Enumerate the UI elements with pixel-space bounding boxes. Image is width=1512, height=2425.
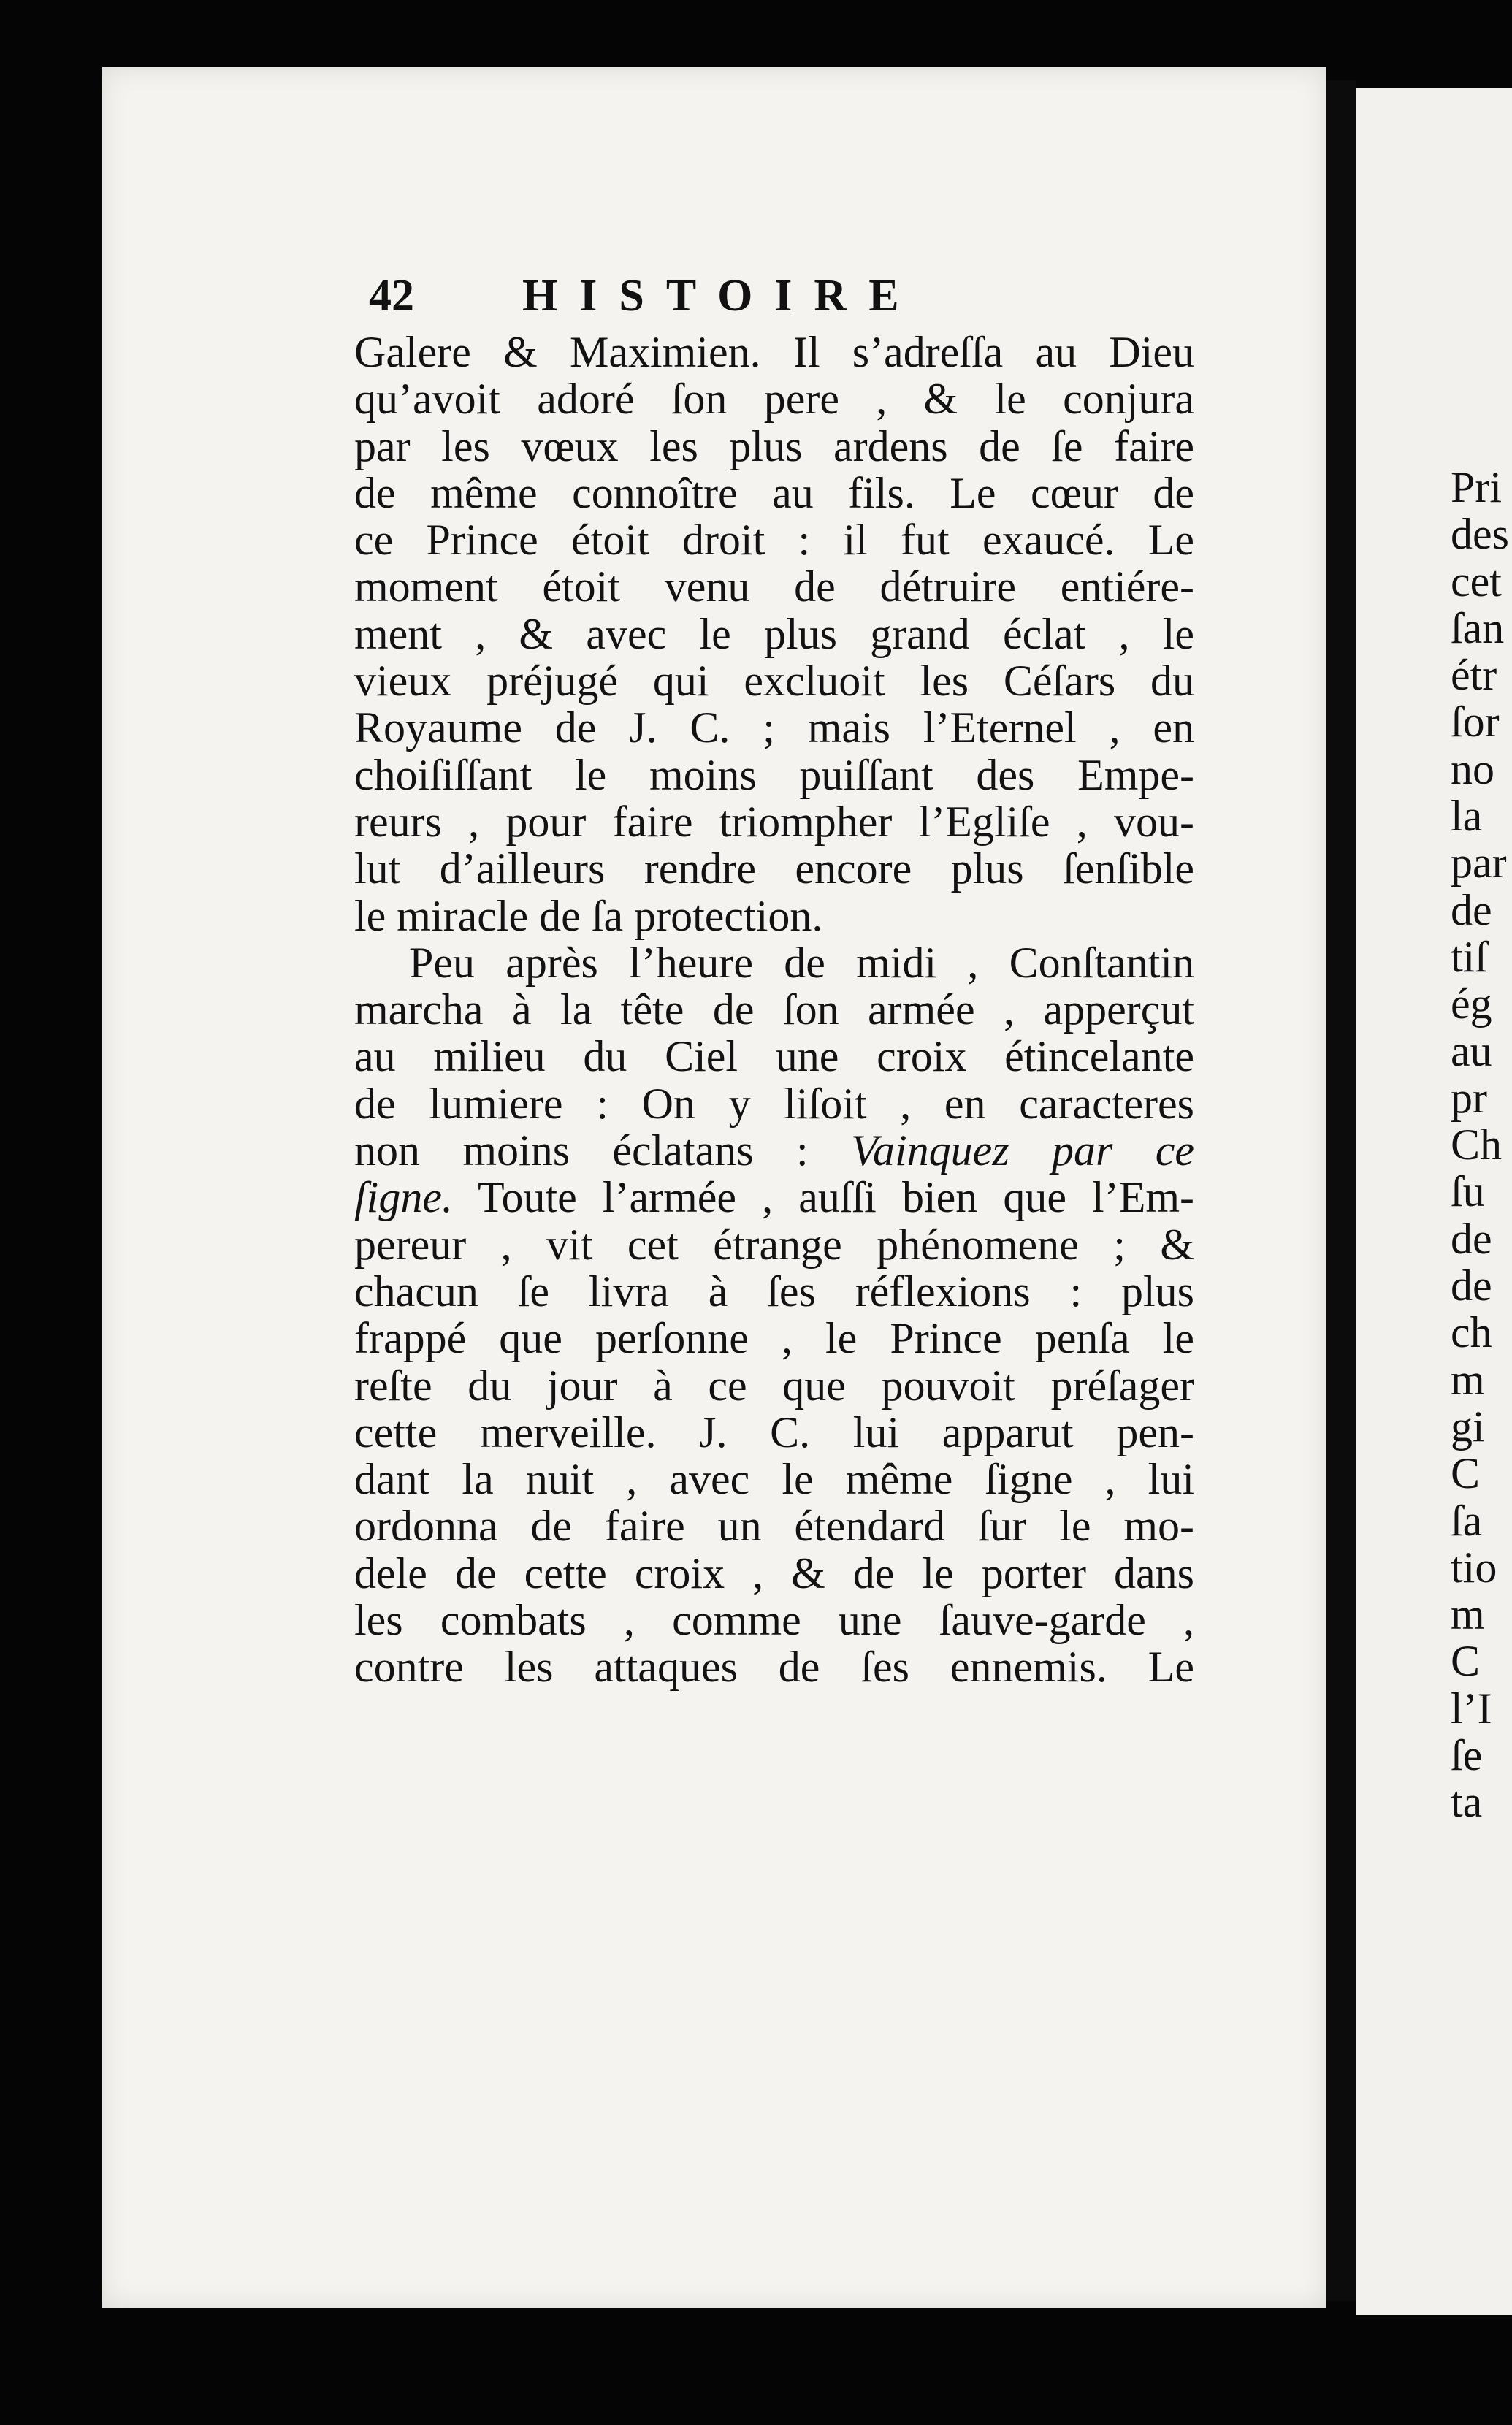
text-line: dele de cette croix , & de le porter dans <box>354 1548 1194 1597</box>
text-line: contre les attaques de ſes ennemis. Le <box>354 1643 1194 1692</box>
right-line: ſe <box>1451 1731 1483 1780</box>
right-line: cet <box>1451 557 1502 606</box>
text-line: reſte du jour à ce que pouvoit préſager <box>354 1361 1194 1410</box>
text-line: ce Prince étoit droit : il fut exaucé. Le <box>354 516 1194 565</box>
right-line: Ch <box>1451 1120 1503 1169</box>
text-line: cette merveille. J. C. lui apparut pen- <box>354 1408 1194 1456</box>
right-line: C <box>1451 1449 1481 1498</box>
page-number: 42 <box>369 271 414 321</box>
right-line: C <box>1451 1637 1481 1686</box>
right-line: no <box>1451 744 1494 793</box>
right-line: au <box>1451 1026 1492 1075</box>
text-line: qu’avoit adoré ſon pere , & le conjura <box>354 375 1194 424</box>
text-line: Royaume de J. C. ; mais l’Eternel , en <box>354 703 1194 752</box>
text-line-with-italic <box>354 1127 1194 1174</box>
right-line: ſu <box>1451 1167 1485 1216</box>
right-line: de <box>1451 1261 1492 1310</box>
paragraph-start-line: Peu après l’heure de midi , Conſtantin <box>409 938 1194 987</box>
right-line: la <box>1451 792 1483 841</box>
right-line: étr <box>1451 651 1497 700</box>
text-line: moment étoit venu de détruire entiére- <box>354 562 1194 611</box>
text-line: chacun ſe livra à ſes réflexions : plus <box>354 1267 1194 1315</box>
right-line: m <box>1451 1355 1485 1404</box>
right-line: tiſ <box>1451 932 1488 981</box>
text-line-with-italic <box>354 1174 1194 1221</box>
right-line: par <box>1451 839 1507 887</box>
right-line: l’I <box>1451 1684 1492 1733</box>
right-line: gi <box>1451 1402 1485 1451</box>
right-line: ch <box>1451 1308 1492 1357</box>
text-line: par les vœux les plus ardens de ſe faire <box>354 421 1194 470</box>
text-line: marcha à la tête de ſon armée , apperçut <box>354 985 1194 1034</box>
text-line: Galere & Maximien. Il s’adreſſa au Dieu <box>354 328 1194 376</box>
text-line: dant la nuit , avec le même ſigne , lui <box>354 1455 1194 1504</box>
italic-inscription-end: ſigne. <box>354 1173 453 1222</box>
right-line: Pri <box>1451 463 1503 511</box>
right-line: pr <box>1451 1073 1487 1122</box>
text-line: ment , & avec le plus grand éclat , le <box>354 609 1194 658</box>
text-line: de même connoître au fils. Le cœur de <box>354 468 1194 517</box>
body-text <box>354 329 1194 1691</box>
text-segment: non moins éclatans : <box>354 1126 809 1175</box>
right-line: ég <box>1451 979 1492 1028</box>
right-line: m <box>1451 1590 1485 1639</box>
text-line: ordonna de faire un étendard ſur le mo- <box>354 1502 1194 1551</box>
text-line: vieux préjugé qui excluoit les Céſars du <box>354 657 1194 706</box>
right-line: des <box>1451 510 1509 559</box>
text-line: lut d’ailleurs rendre encore plus ſenſible <box>354 844 1194 893</box>
right-line: ſa <box>1451 1496 1483 1545</box>
running-head <box>369 270 921 322</box>
text-line: choiſiſſant le moins puiſſant des Empe- <box>354 750 1194 799</box>
right-line: de <box>1451 885 1492 934</box>
text-line: au milieu du Ciel une croix étincelante <box>354 1032 1194 1081</box>
right-line: tio <box>1451 1543 1497 1592</box>
book-gutter <box>1326 80 1356 2301</box>
text-line: de lumiere : On y liſoit , en caracteres <box>354 1079 1194 1128</box>
right-line: ſan <box>1451 603 1505 652</box>
italic-inscription: Vainquez par ce <box>851 1126 1194 1175</box>
text-line: reurs , pour faire triompher l’Egliſe , vou- <box>354 797 1194 846</box>
text-line: les combats , comme une ſauve-garde , <box>354 1596 1194 1645</box>
right-line: ta <box>1451 1778 1483 1827</box>
right-page <box>1356 88 1512 2315</box>
paragraph-end-line: le miracle de ſa protection. <box>354 891 823 940</box>
right-line: de <box>1451 1214 1492 1263</box>
running-title: HISTOIRE <box>522 271 921 321</box>
text-line: pereur , vit cet étrange phénomene ; & <box>354 1220 1194 1269</box>
text-line: frappé que perſonne , le Prince penſa le <box>354 1314 1194 1363</box>
text-segment: Toute l’armée , auſſi bien que l’Em- <box>478 1173 1195 1222</box>
right-line: ſor <box>1451 698 1500 746</box>
right-page-text <box>1451 464 1509 1826</box>
